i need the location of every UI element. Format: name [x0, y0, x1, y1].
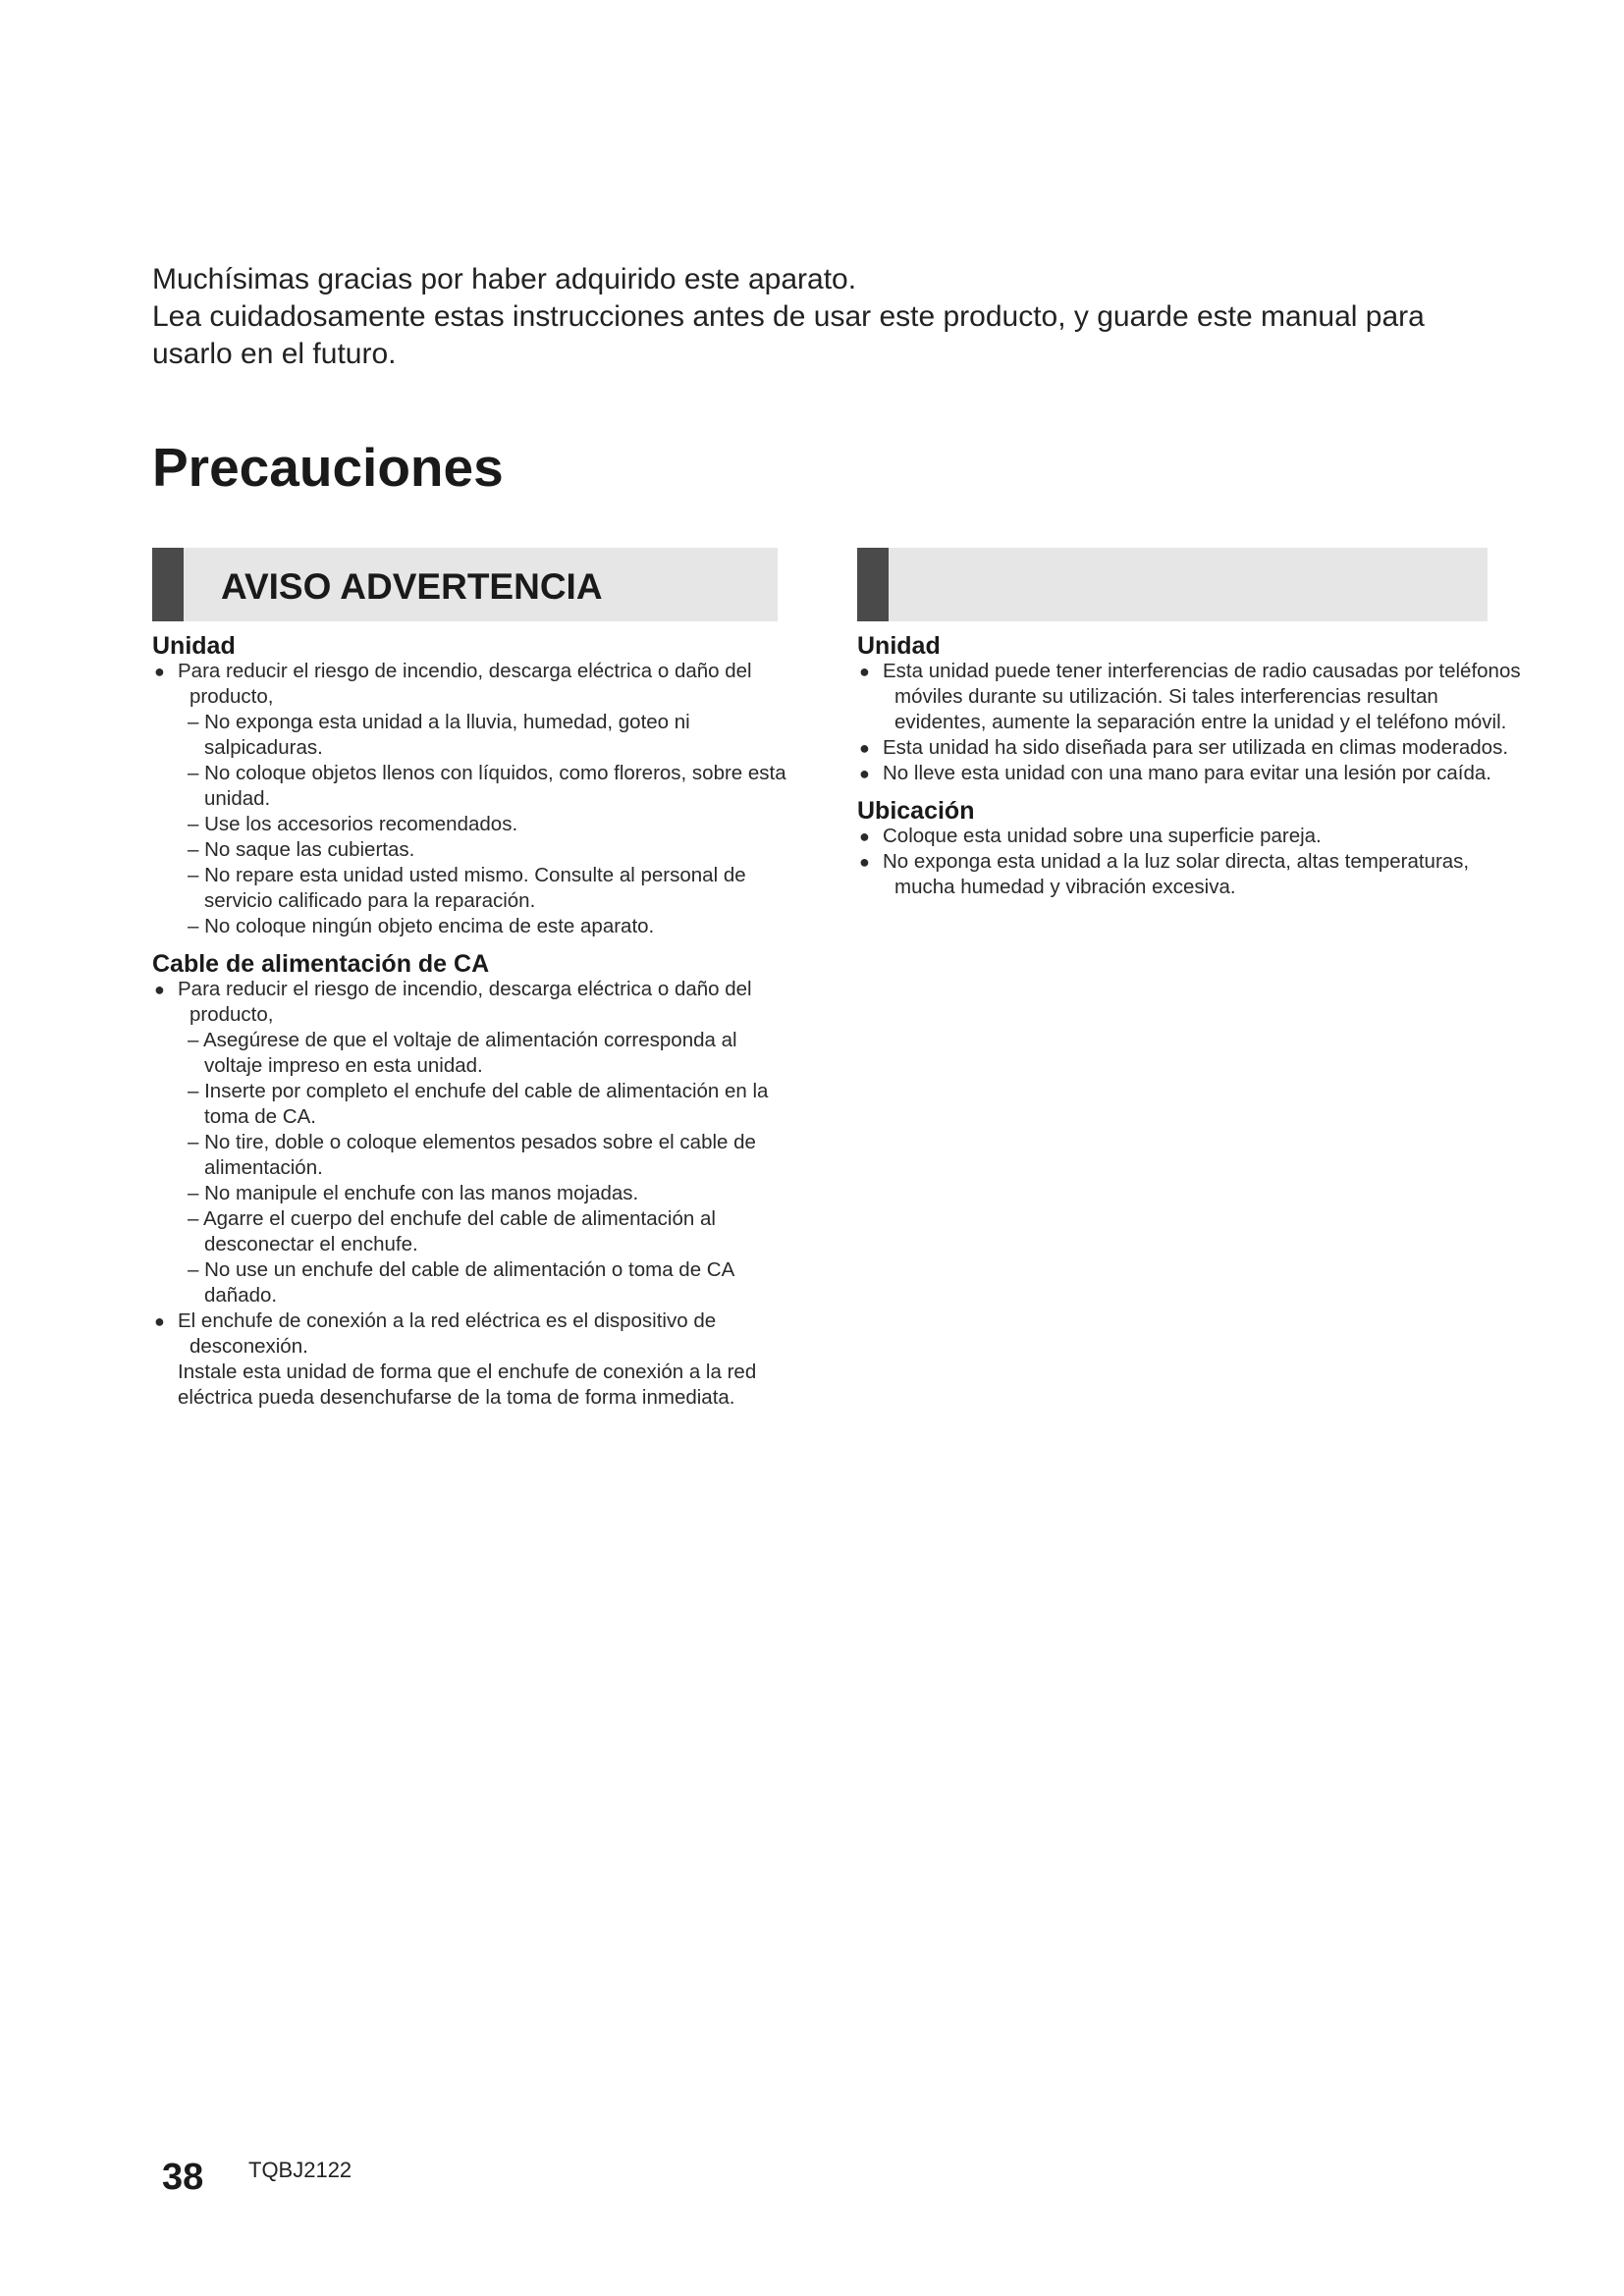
bullet-item [857, 735, 1525, 761]
bullet-item [152, 1308, 790, 1360]
intro [152, 261, 1478, 373]
bullet-continuation: Instale esta unidad de forma que el enchufe de conexión a la red eléctrica pueda desenchufarse de la toma de forma inmediata. [178, 1361, 757, 1409]
left-column [152, 633, 790, 1411]
bullet-dot-icon: ● [859, 852, 870, 872]
sub-item: – No exponga esta unidad a la lluvia, humedad, goteo ni salpicaduras. [188, 711, 690, 759]
intro-line-2: Lea cuidadosamente estas instrucciones antes de usar este producto, y guarde este manual para usarlo en el futuro. [152, 300, 1425, 370]
sub-item: – Inserte por completo el enchufe del cable de alimentación en la toma de CA. [188, 1080, 769, 1128]
document-code: TQBJ2122 [248, 2158, 352, 2182]
sub-item: – No coloque ningún objeto encima de este aparato. [188, 915, 655, 937]
section-heading-ubicacion: Ubicación [857, 797, 975, 825]
banner-bar [857, 548, 889, 621]
empty-banner [857, 548, 1488, 621]
intro-line-1: Muchísimas gracias por haber adquirido este aparato. [152, 263, 857, 295]
section-heading-cable: Cable de alimentación de CA [152, 950, 490, 978]
bullet-item [152, 977, 790, 1028]
sub-item: – No manipule el enchufe con las manos mojadas. [188, 1182, 639, 1204]
bullet-text: No exponga esta unidad a la luz solar directa, altas temperaturas, mucha humedad y vibración excesiva. [883, 850, 1470, 898]
bullet-item [857, 761, 1525, 786]
sub-item: – Use los accesorios recomendados. [188, 813, 518, 835]
sub-item: – No use un enchufe del cable de alimentación o toma de CA dañado. [188, 1258, 734, 1307]
bullet-item [857, 849, 1525, 900]
warning-banner [152, 548, 778, 621]
page-number: 38 [162, 2157, 204, 2198]
bullet-item [857, 659, 1525, 735]
bullet-dot-icon: ● [154, 662, 165, 681]
bullet-text: No lleve esta unidad con una mano para evitar una lesión por caída. [883, 762, 1491, 784]
bullet-text: Coloque esta unidad sobre una superficie pareja. [883, 825, 1322, 847]
section-heading-unidad: Unidad [857, 632, 941, 660]
bullet-item [152, 659, 790, 710]
bullet-text: El enchufe de conexión a la red eléctrica es el dispositivo de desconexión. [178, 1309, 717, 1358]
bullet-dot-icon: ● [859, 764, 870, 783]
sub-item: – No repare esta unidad usted mismo. Consulte al personal de servicio calificado para la reparación. [188, 864, 746, 912]
sub-item: – No saque las cubiertas. [188, 838, 415, 861]
bullet-text: Para reducir el riesgo de incendio, descarga eléctrica o daño del producto, [178, 978, 752, 1026]
bullet-dot-icon: ● [859, 738, 870, 758]
sub-item: – Agarre el cuerpo del enchufe del cable de alimentación al desconectar el enchufe. [188, 1207, 716, 1255]
bullet-text: Para reducir el riesgo de incendio, descarga eléctrica o daño del producto, [178, 660, 752, 708]
bullet-dot-icon: ● [154, 1311, 165, 1331]
bullet-item [857, 824, 1525, 849]
banner-bar [152, 548, 184, 621]
banner-label: AVISO ADVERTENCIA [221, 566, 603, 607]
section-heading-unidad: Unidad [152, 632, 236, 660]
bullet-text: Esta unidad ha sido diseñada para ser utilizada en climas moderados. [883, 736, 1509, 759]
sub-item: – Asegúrese de que el voltaje de alimentación corresponda al voltaje impreso en esta unidad. [188, 1029, 737, 1077]
right-column [857, 633, 1525, 900]
sub-item: – No tire, doble o coloque elementos pesados sobre el cable de alimentación. [188, 1131, 756, 1179]
page-title: Precauciones [152, 437, 504, 498]
bullet-dot-icon: ● [154, 980, 165, 999]
bullet-dot-icon: ● [859, 827, 870, 846]
sub-item: – No coloque objetos llenos con líquidos, como floreros, sobre esta unidad. [188, 762, 786, 810]
bullet-dot-icon: ● [859, 662, 870, 681]
bullet-text: Esta unidad puede tener interferencias de radio causadas por teléfonos móviles durante su utilización. Si tales interferencias resultan evidentes, aumente la separación entre la unidad y el teléfono móvil. [883, 660, 1521, 733]
